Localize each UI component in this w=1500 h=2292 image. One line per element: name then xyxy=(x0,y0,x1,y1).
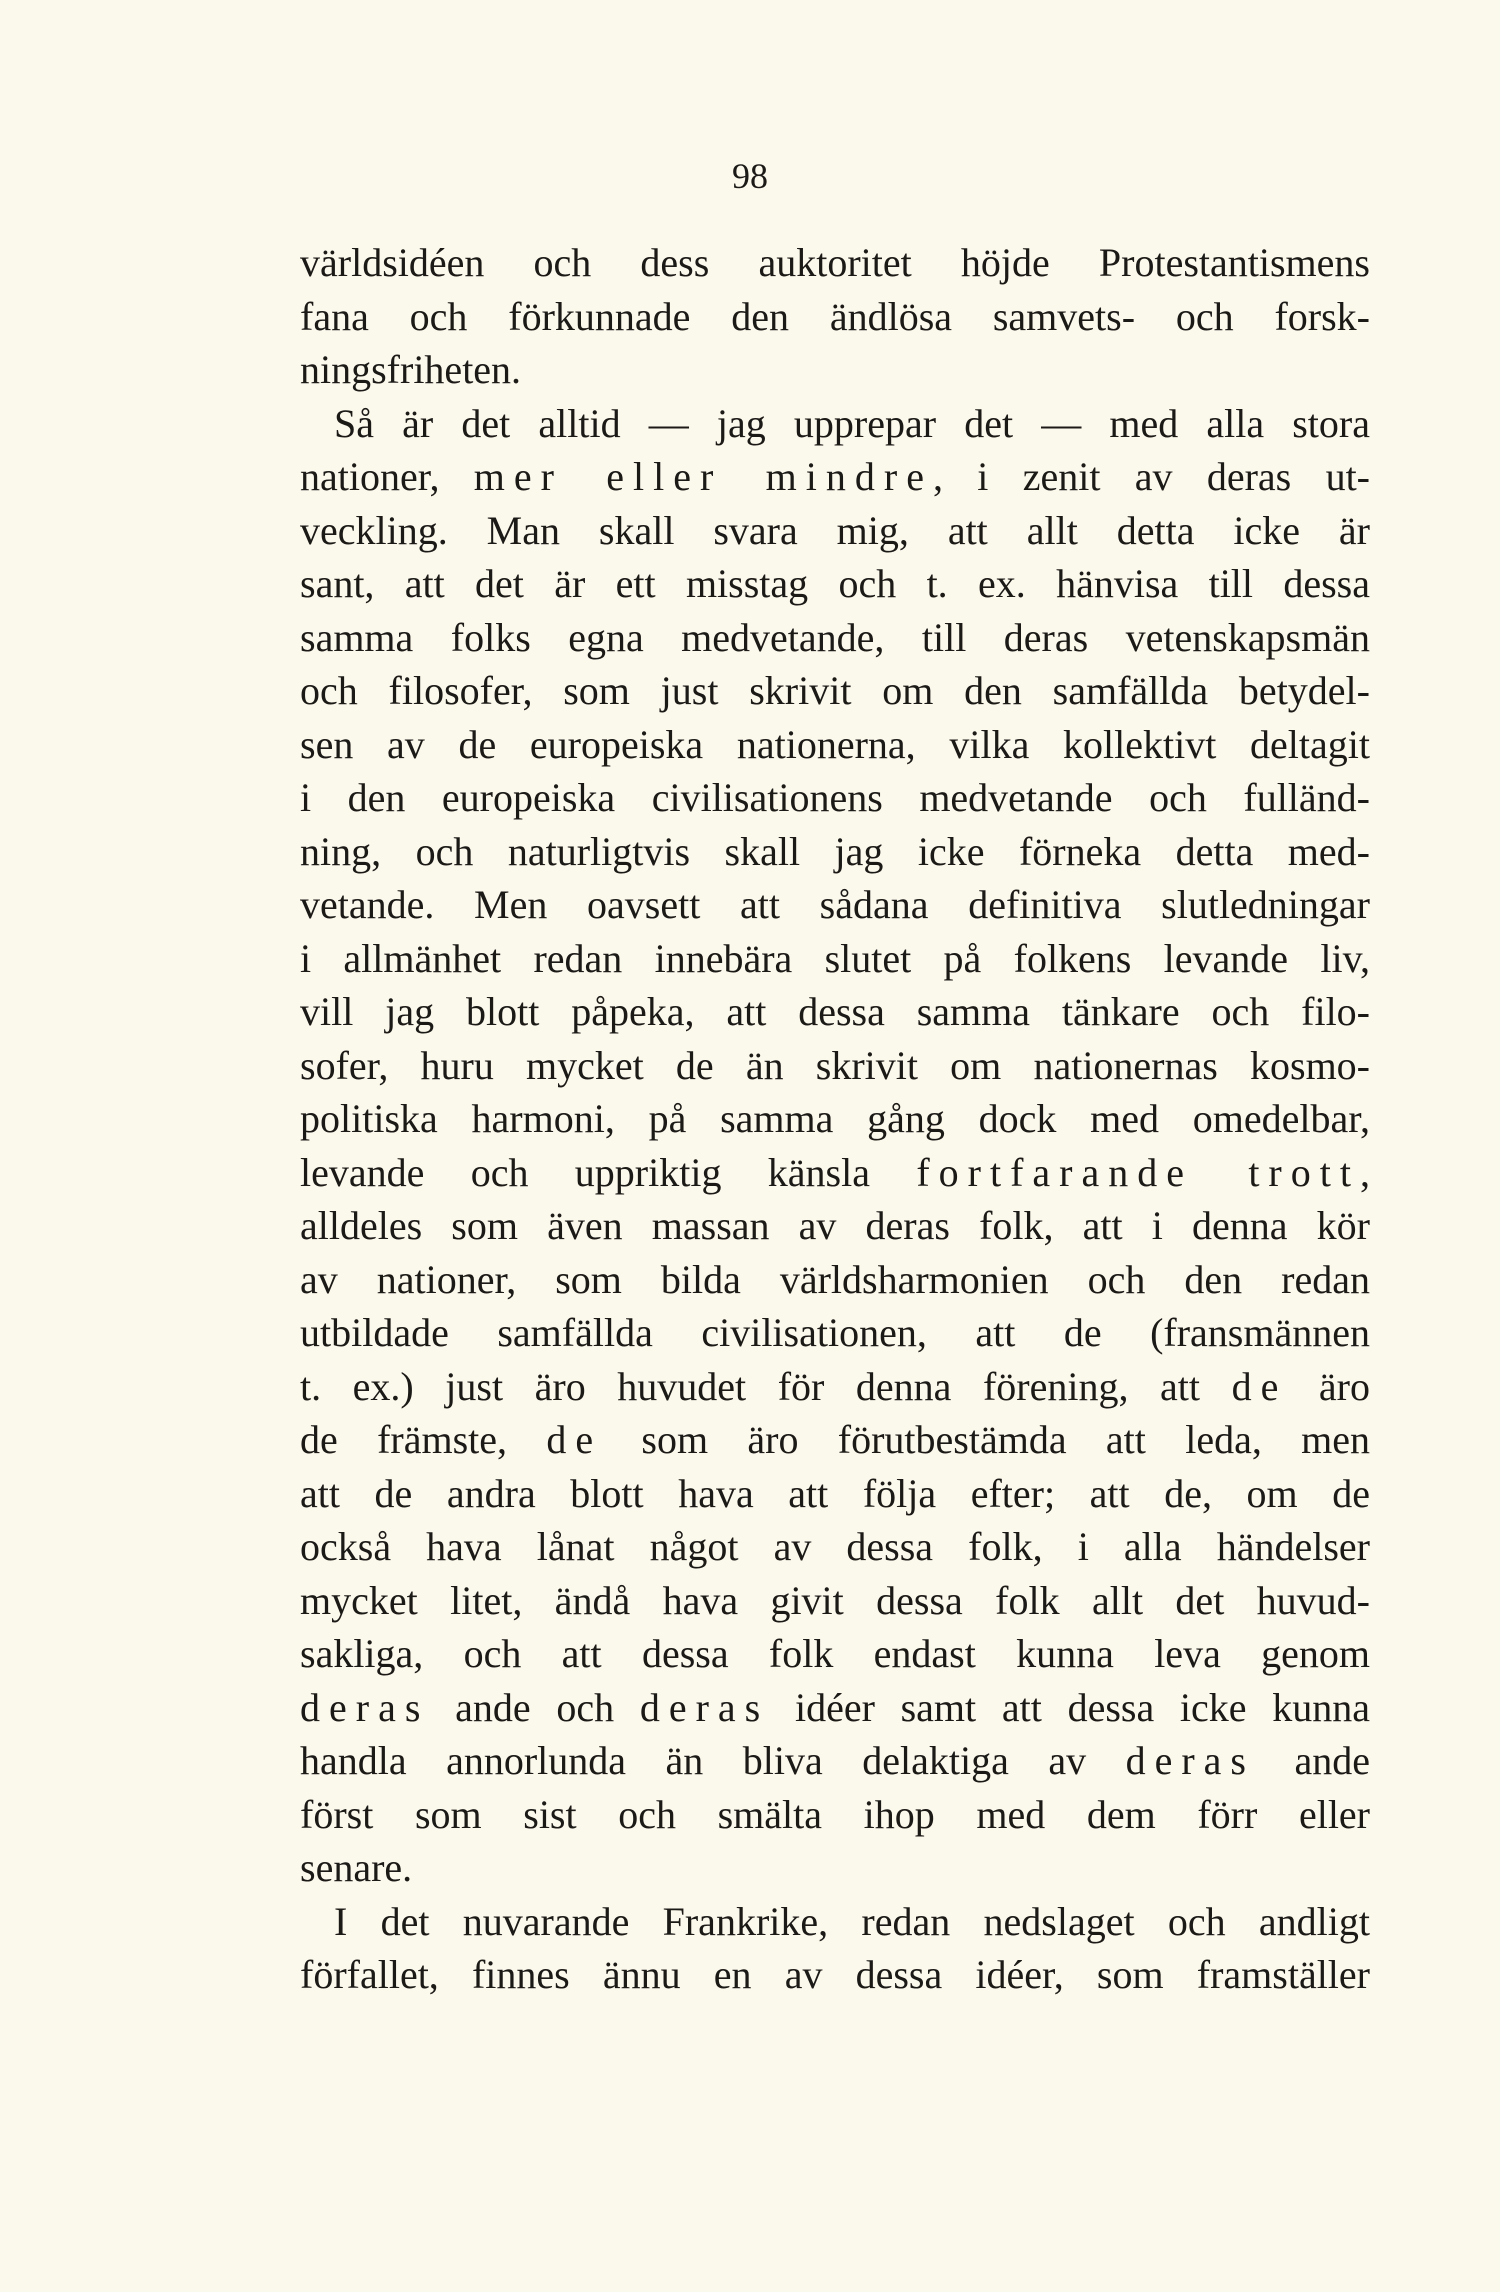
text-line xyxy=(300,1146,1370,1200)
text-line: vill jag blott påpeka, att dessa samma tänkare och filo- xyxy=(300,989,1370,1034)
text-line xyxy=(300,1734,1370,1788)
text-segment: äro xyxy=(1287,1363,1370,1409)
text-line: sen av de europeiska nationerna, vilka kollektivt deltagit xyxy=(300,721,1370,767)
paragraph xyxy=(300,236,1370,397)
spaced-emphasis: deras xyxy=(300,1684,430,1730)
text-line: samma folks egna medvetande, till deras vetenskapsmän xyxy=(300,614,1370,660)
text-line xyxy=(300,1360,1370,1414)
text-line: först som sist och smälta ihop med dem förr eller xyxy=(300,1791,1370,1837)
text-segment: levande och uppriktig känsla xyxy=(300,1149,917,1195)
text-line: mycket litet, ändå hava givit dessa folk allt det huvud- xyxy=(300,1577,1370,1623)
text-line xyxy=(300,1681,1370,1735)
text-line: sofer, huru mycket de än skrivit om nationernas kosmo- xyxy=(300,1042,1370,1088)
text-segment: ande xyxy=(1255,1738,1370,1783)
text-line: att de andra blott hava att följa efter; att de, om de xyxy=(300,1470,1370,1516)
text-line: senare. xyxy=(300,1845,413,1890)
text-line: politiska harmoni, på samma gång dock med omedelbar, xyxy=(300,1096,1370,1141)
text-line: också hava lånat något av dessa folk, i alla händelser xyxy=(300,1524,1370,1569)
text-line: Så är det alltid — jag upprepar det — med alla stora xyxy=(334,400,1370,446)
text-line: utbildade samfällda civilisationen, att de (fransmännen xyxy=(300,1310,1370,1355)
text-line: I det nuvarande Frankrike, redan nedslaget och andligt xyxy=(334,1898,1370,1944)
text-segment: , xyxy=(1359,1149,1370,1195)
text-line: och filosofer, som just skrivit om den samfällda betydel- xyxy=(300,668,1370,713)
text-segment: nationer, xyxy=(300,454,474,499)
text-line: världsidéen och dess auktoritet höjde Protestantismens xyxy=(300,240,1370,285)
text-line: i den europeiska civilisationens medvetande och fulländ- xyxy=(300,775,1370,820)
text-line: fana och förkunnade den ändlösa samvets- och forsk- xyxy=(300,293,1370,339)
spaced-emphasis: fortfarande trott xyxy=(916,1149,1360,1195)
text-line: förfallet, finnes ännu en av dessa idéer, som framställer xyxy=(300,1952,1370,1997)
text-line: sakliga, och att dessa folk endast kunna leva genom xyxy=(300,1631,1370,1676)
text-line xyxy=(300,450,1370,504)
text-segment: handla annorlunda än bliva delaktiga av xyxy=(300,1738,1126,1783)
text-segment: idéer samt att dessa icke kunna xyxy=(769,1684,1371,1730)
text-line xyxy=(300,1413,1370,1467)
body-text xyxy=(300,236,1370,2002)
text-line: av nationer, som bilda världsharmonien och den redan xyxy=(300,1256,1370,1302)
text-segment: de främste, xyxy=(300,1417,547,1462)
paragraph xyxy=(300,397,1370,1895)
text-segment: t. ex.) just äro huvudet för denna förening, att xyxy=(300,1363,1232,1409)
paragraph xyxy=(300,1895,1370,2002)
text-line: ning, och naturligtvis skall jag icke förneka detta med- xyxy=(300,828,1370,874)
spaced-emphasis: deras xyxy=(1125,1738,1255,1783)
text-segment: som äro förutbestämda att leda, men xyxy=(602,1417,1370,1462)
text-segment: ande och xyxy=(429,1684,640,1730)
text-line: alldeles som även massan av deras folk, att i denna kör xyxy=(300,1203,1370,1248)
text-line: vetande. Men oavsett att sådana definitiva slutledningar xyxy=(300,882,1370,927)
text-line: i allmänhet redan innebära slutet på folkens levande liv, xyxy=(300,935,1370,981)
page-number: 98 xyxy=(732,156,768,196)
spaced-emphasis: de xyxy=(1231,1363,1288,1409)
spaced-emphasis: de xyxy=(546,1417,603,1462)
spaced-emphasis: mer eller mindre xyxy=(473,454,933,499)
text-segment: , i zenit av deras ut- xyxy=(932,454,1370,499)
text-line: ningsfriheten. xyxy=(300,347,522,392)
spaced-emphasis: deras xyxy=(639,1684,770,1730)
text-line: veckling. Man skall svara mig, att allt detta icke är xyxy=(300,507,1370,553)
text-line: sant, att det är ett misstag och t. ex. hänvisa till dessa xyxy=(300,561,1370,606)
